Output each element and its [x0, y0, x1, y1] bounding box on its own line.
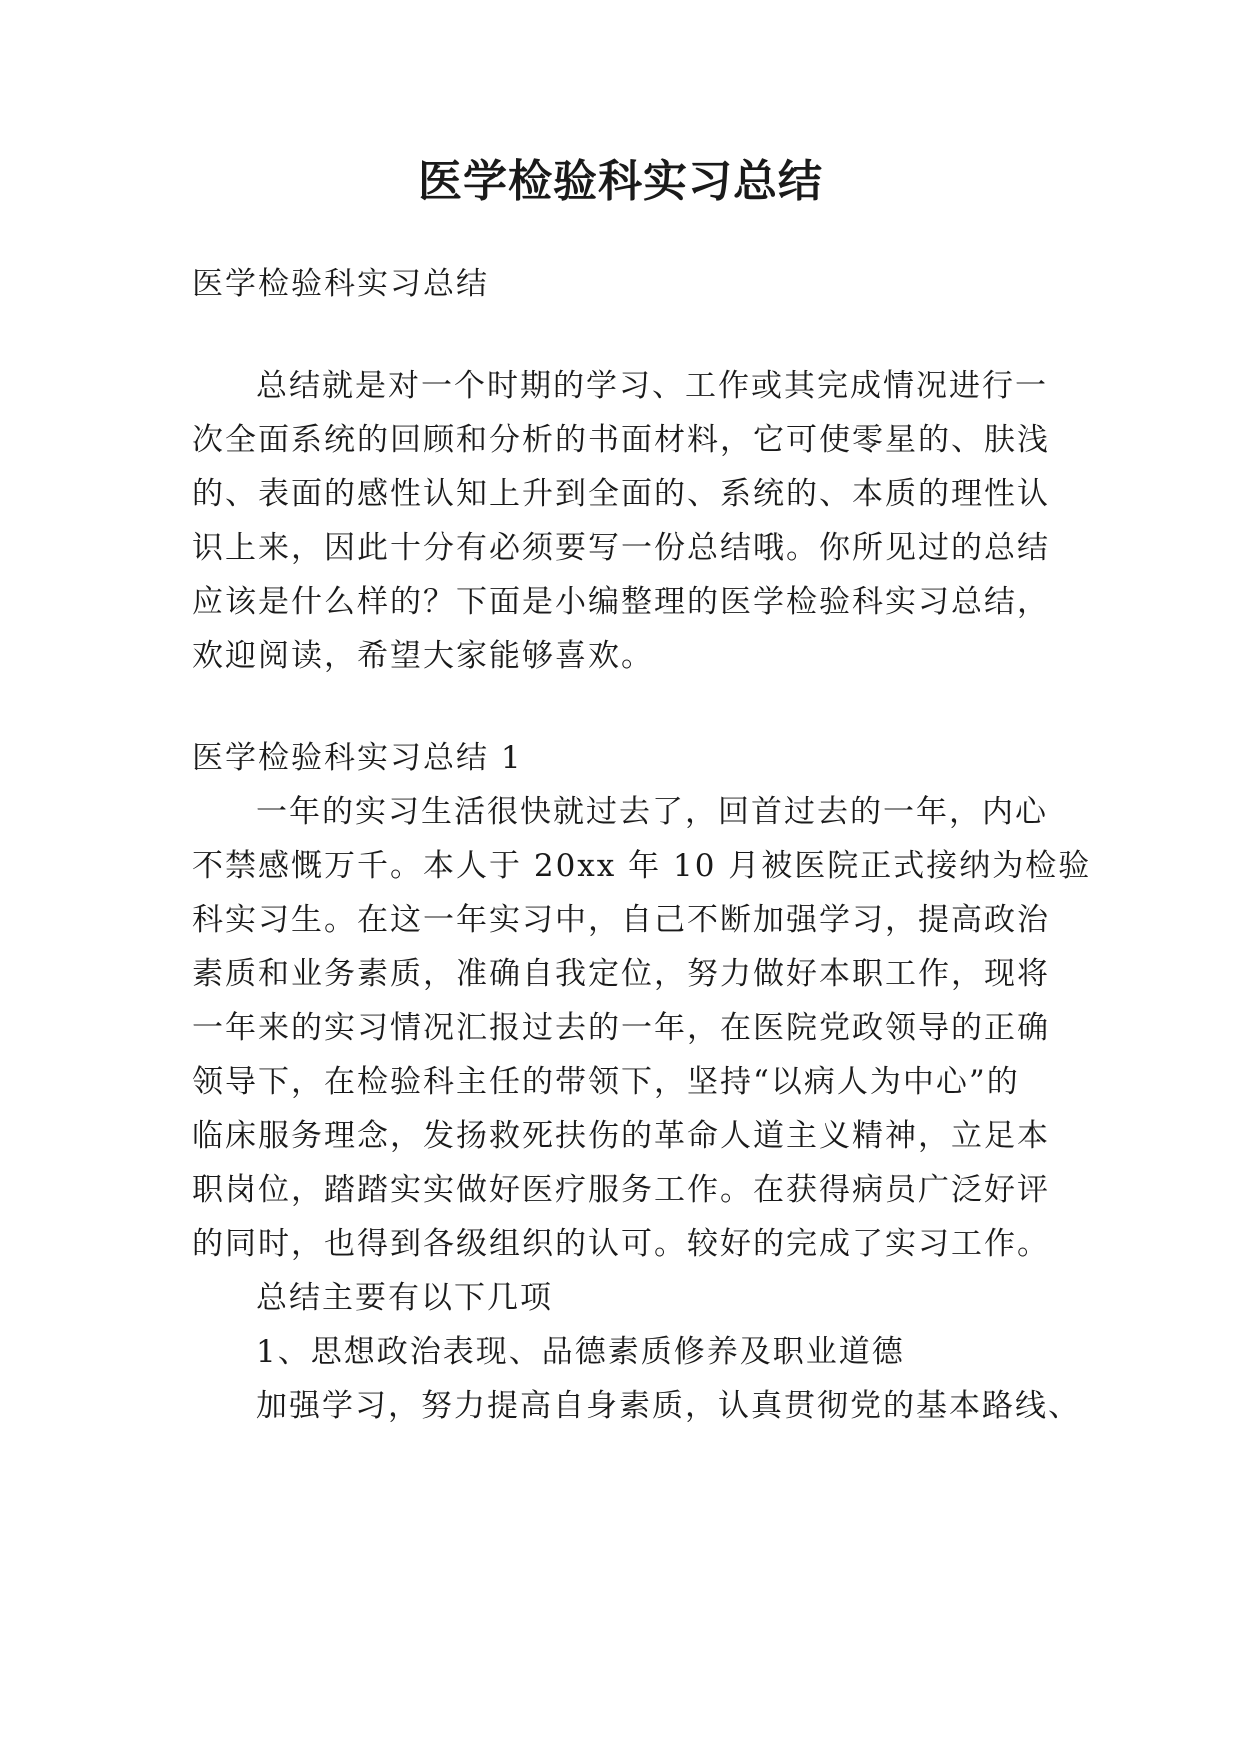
- intro-line: 的、表面的感性认知上升到全面的、系统的、本质的理性认: [192, 476, 1050, 512]
- section-heading: 医学检验科实习总结 1: [192, 740, 523, 776]
- section-line: 临床服务理念，发扬救死扶伤的革命人道主义精神，立足本: [192, 1118, 1050, 1154]
- document-subtitle: 医学检验科实习总结: [192, 266, 489, 302]
- section-line: 一年来的实习情况汇报过去的一年，在医院党政领导的正确: [192, 1010, 1050, 1046]
- section-line: 职岗位，踏踏实实做好医疗服务工作。在获得病员广泛好评: [192, 1172, 1050, 1208]
- section-line: 不禁感慨万千。本人于 20xx 年 10 月被医院正式接纳为检验: [192, 848, 1092, 884]
- intro-line: 欢迎阅读，希望大家能够喜欢。: [192, 638, 654, 674]
- intro-line: 总结就是对一个时期的学习、工作或其完成情况进行一: [256, 368, 1048, 404]
- section-line: 素质和业务素质，准确自我定位，努力做好本职工作，现将: [192, 956, 1050, 992]
- section-line: 的同时，也得到各级组织的认可。较好的完成了实习工作。: [192, 1226, 1050, 1262]
- intro-line: 次全面系统的回顾和分析的书面材料，它可使零星的、肤浅: [192, 422, 1050, 458]
- item-line: 加强学习，努力提高自身素质，认真贯彻党的基本路线、: [256, 1388, 1081, 1424]
- section-line: 科实习生。在这一年实习中，自己不断加强学习，提高政治: [192, 902, 1050, 938]
- section-line: 一年的实习生活很快就过去了，回首过去的一年，内心: [256, 794, 1048, 830]
- summary-intro: 总结主要有以下几项: [256, 1280, 553, 1316]
- item-heading: 1、思想政治表现、品德素质修养及职业道德: [256, 1334, 905, 1370]
- intro-line: 识上来，因此十分有必须要写一份总结哦。你所见过的总结: [192, 530, 1050, 566]
- document-title: 医学检验科实习总结: [418, 156, 823, 207]
- intro-line: 应该是什么样的？下面是小编整理的医学检验科实习总结，: [192, 584, 1050, 620]
- section-line: 领导下，在检验科主任的带领下，坚持“以病人为中心”的: [192, 1064, 1020, 1100]
